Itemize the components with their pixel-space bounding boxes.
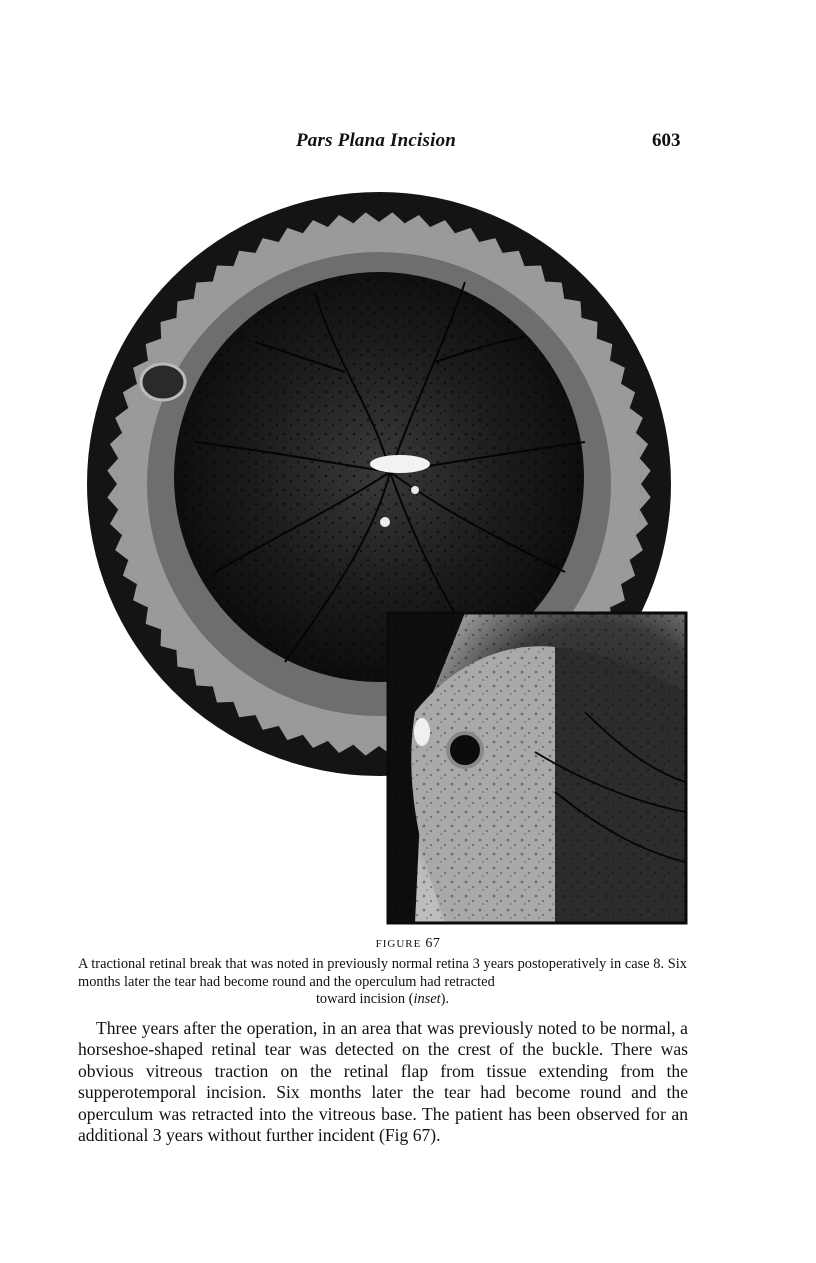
figure-caption	[78, 956, 687, 1009]
peripheral-lesion	[141, 364, 185, 400]
body-paragraph: Three years after the operation, in an area that was previously noted to be normal, a horseshoe-shaped retinal tear was detected on the crest of the buckle. There was obvious vitreous traction on the retinal flap from tissue extending from the supperotemporal incision. Six months later the tear had become round and the operculum was retracted into the vitreous base. The patient has been observed for an additional 3 years without further incident (Fig 67).	[78, 1018, 688, 1146]
caption-last-prefix: toward incision (	[315, 991, 414, 1007]
optic-disc	[370, 455, 430, 473]
figure-label	[0, 936, 816, 952]
caption-inset-word: inset	[413, 991, 441, 1007]
figure-label-number: 67	[425, 936, 441, 951]
running-title: Pars Plana Incision	[296, 130, 457, 151]
inset-panel	[388, 613, 686, 923]
caption-last-suffix: ).	[440, 991, 450, 1007]
fundus-figure	[85, 192, 690, 927]
caption-main: A tractional retinal break that was noted in previously normal retina 3 years postoperatively in case 8. Six months later the tear had become round and the operculum had retracted	[78, 956, 687, 990]
running-head	[0, 130, 816, 154]
operculum	[414, 718, 430, 746]
figure-label-prefix: FIGURE	[375, 938, 422, 950]
caption-last-line	[78, 991, 687, 1009]
round-retinal-tear	[448, 733, 482, 767]
page-number: 603	[652, 130, 681, 151]
fundus-photograph	[85, 192, 690, 927]
